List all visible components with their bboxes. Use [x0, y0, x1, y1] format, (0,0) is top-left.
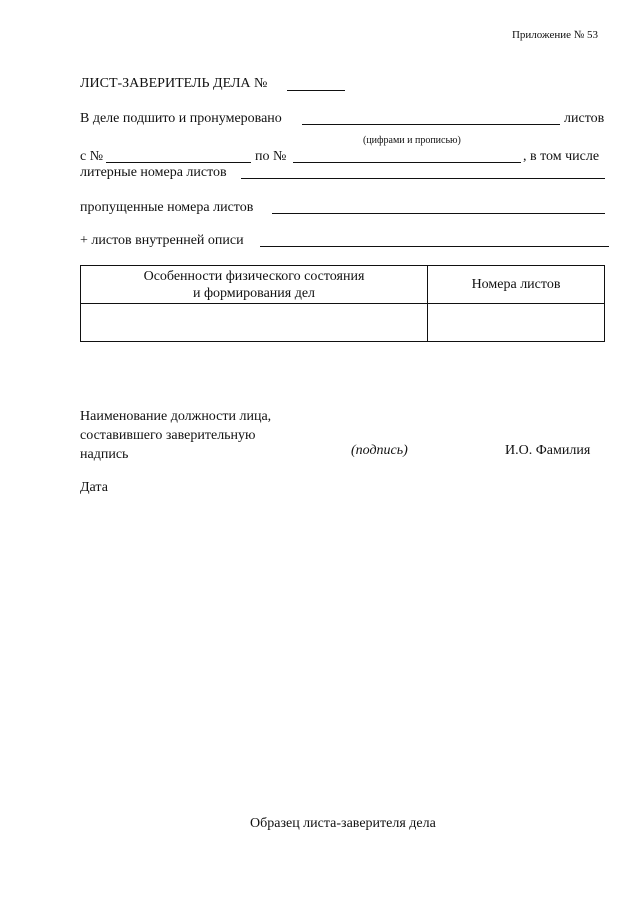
date-label: Дата [80, 480, 108, 495]
inventory-sheets-field[interactable] [260, 246, 609, 247]
skipped-numbers-label: пропущенные номера листов [80, 200, 254, 215]
to-number-field[interactable] [293, 162, 521, 163]
document-title: ЛИСТ-ЗАВЕРИТЕЛЬ ДЕЛА № [80, 76, 268, 91]
figure-caption: Образец листа-заверителя дела [250, 816, 436, 831]
position-line2: составившего заверительную [80, 428, 256, 443]
filed-label: В деле подшито и пронумеровано [80, 111, 282, 126]
table-row [81, 304, 605, 342]
condition-cell[interactable] [81, 304, 428, 342]
sheet-numbers-header: Номера листов [428, 266, 605, 304]
from-number-label: с № [80, 149, 104, 164]
inventory-sheets-label: + листов внутренней описи [80, 233, 244, 248]
appendix-number: Приложение № 53 [511, 29, 598, 41]
case-number-field[interactable] [287, 90, 345, 91]
full-name: И.О. Фамилия [505, 443, 591, 458]
from-number-field[interactable] [106, 162, 251, 163]
condition-header [81, 266, 428, 304]
table-header-row [81, 266, 605, 304]
letter-numbers-field[interactable] [241, 178, 605, 179]
sheet-numbers-cell[interactable] [428, 304, 605, 342]
signature-placeholder: (подпись) [351, 443, 408, 458]
digits-hint: (цифрами и прописью) [363, 135, 461, 146]
to-number-label: по № [255, 149, 287, 164]
sheets-suffix: листов [564, 111, 605, 126]
skipped-numbers-field[interactable] [272, 213, 605, 214]
including-suffix: , в том числе [523, 149, 600, 164]
sheets-count-field[interactable] [302, 124, 560, 125]
letter-numbers-label: литерные номера листов [80, 165, 227, 180]
position-line3: надпись [80, 447, 129, 462]
position-title [80, 407, 271, 464]
position-line1: Наименование должности лица, [80, 409, 272, 424]
condition-table [80, 265, 605, 342]
condition-header-line2: и формирования дел [192, 285, 316, 301]
condition-header-line1: Особенности физического состояния [143, 268, 365, 284]
